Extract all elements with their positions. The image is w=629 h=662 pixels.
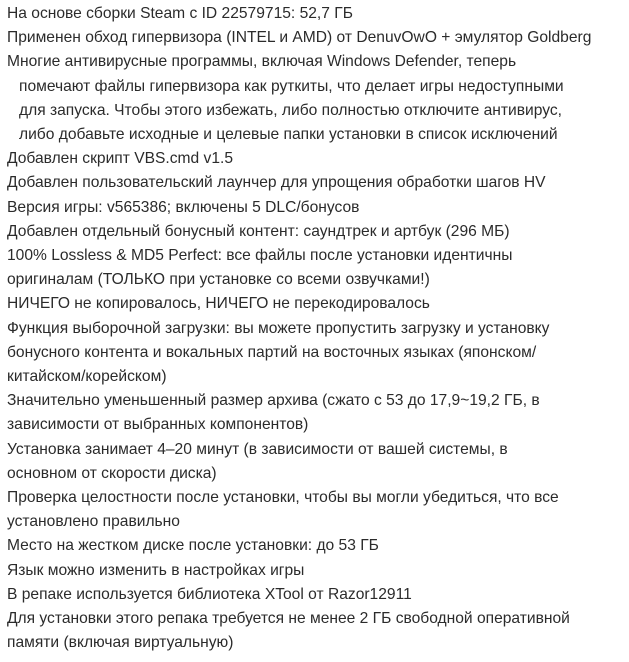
- feature-item: [7, 486, 622, 534]
- feature-line: Многие антивирусные программы, включая Windows Defender, теперь: [7, 53, 517, 71]
- feature-item: [7, 2, 622, 26]
- feature-line: либо добавьте исходные и целевые папки установки в список исключений: [19, 126, 558, 144]
- feature-item: [7, 317, 622, 390]
- feature-line: Добавлен отдельный бонусный контент: саундтрек и артбук (296 МБ): [7, 222, 510, 240]
- feature-line: НИЧЕГО не копировалось, НИЧЕГО не перекодировалось: [7, 295, 430, 313]
- feature-line: помечают файлы гипервизора как руткиты, что делает игры недоступными: [19, 77, 564, 95]
- feature-line: памяти (включая виртуальную): [7, 634, 234, 652]
- feature-line: для запуска. Чтобы этого избежать, либо полностью отключите антивирус,: [19, 101, 563, 119]
- feature-item: [7, 583, 622, 607]
- feature-item: [7, 196, 622, 220]
- feature-list: [7, 2, 622, 655]
- feature-line: основном от скорости диска): [7, 464, 217, 482]
- feature-line: 100% Lossless & MD5 Perfect: все файлы после установки идентичны: [7, 247, 513, 265]
- feature-item: [7, 389, 622, 437]
- feature-line: китайском/корейском): [7, 368, 167, 386]
- feature-item: [7, 147, 622, 171]
- feature-item: [7, 292, 622, 316]
- feature-line: Версия игры: v565386; включены 5 DLC/бонусов: [7, 198, 360, 216]
- feature-line: Место на жестком диске после установки: до 53 ГБ: [7, 537, 379, 555]
- feature-item: [7, 534, 622, 558]
- feature-item: [7, 607, 622, 655]
- feature-item: [7, 26, 622, 50]
- feature-line: оригиналам (ТОЛЬКО при установке со всеми озвучками!): [7, 271, 430, 289]
- repack-description: [7, 2, 622, 655]
- feature-line: Для установки этого репака требуется не менее 2 ГБ свободной оперативной: [7, 610, 570, 628]
- feature-line: Функция выборочной загрузки: вы можете пропустить загрузку и установку: [7, 319, 550, 337]
- feature-line: Добавлен пользовательский лаунчер для упрощения обработки шагов HV: [7, 174, 546, 192]
- feature-line: Установка занимает 4–20 минут (в зависимости от вашей системы, в: [7, 440, 508, 458]
- feature-item: [7, 438, 622, 486]
- feature-item: [7, 50, 622, 147]
- feature-line: Добавлен скрипт VBS.cmd v1.5: [7, 150, 234, 168]
- feature-line: В репаке используется библиотека XTool от Razor12911: [7, 585, 412, 603]
- feature-item: [7, 244, 622, 292]
- feature-line: бонусного контента и вокальных партий на восточных языках (японском/: [7, 343, 537, 361]
- feature-line: Значительно уменьшенный размер архива (сжато с 53 до 17,9~19,2 ГБ, в: [7, 392, 540, 410]
- feature-line: Применен обход гипервизора (INTEL и AMD) от DenuvOwO + эмулятор Goldberg: [7, 29, 592, 47]
- feature-line: установлено правильно: [7, 513, 180, 531]
- feature-line: Язык можно изменить в настройках игры: [7, 561, 305, 579]
- feature-line: зависимости от выбранных компонентов): [7, 416, 309, 434]
- feature-line: На основе сборки Steam с ID 22579715: 52,7 ГБ: [7, 5, 353, 22]
- feature-line: Проверка целостности после установки, чтобы вы могли убедиться, что все: [7, 489, 559, 507]
- feature-item: [7, 220, 622, 244]
- feature-item: [7, 559, 622, 583]
- feature-item: [7, 171, 622, 195]
